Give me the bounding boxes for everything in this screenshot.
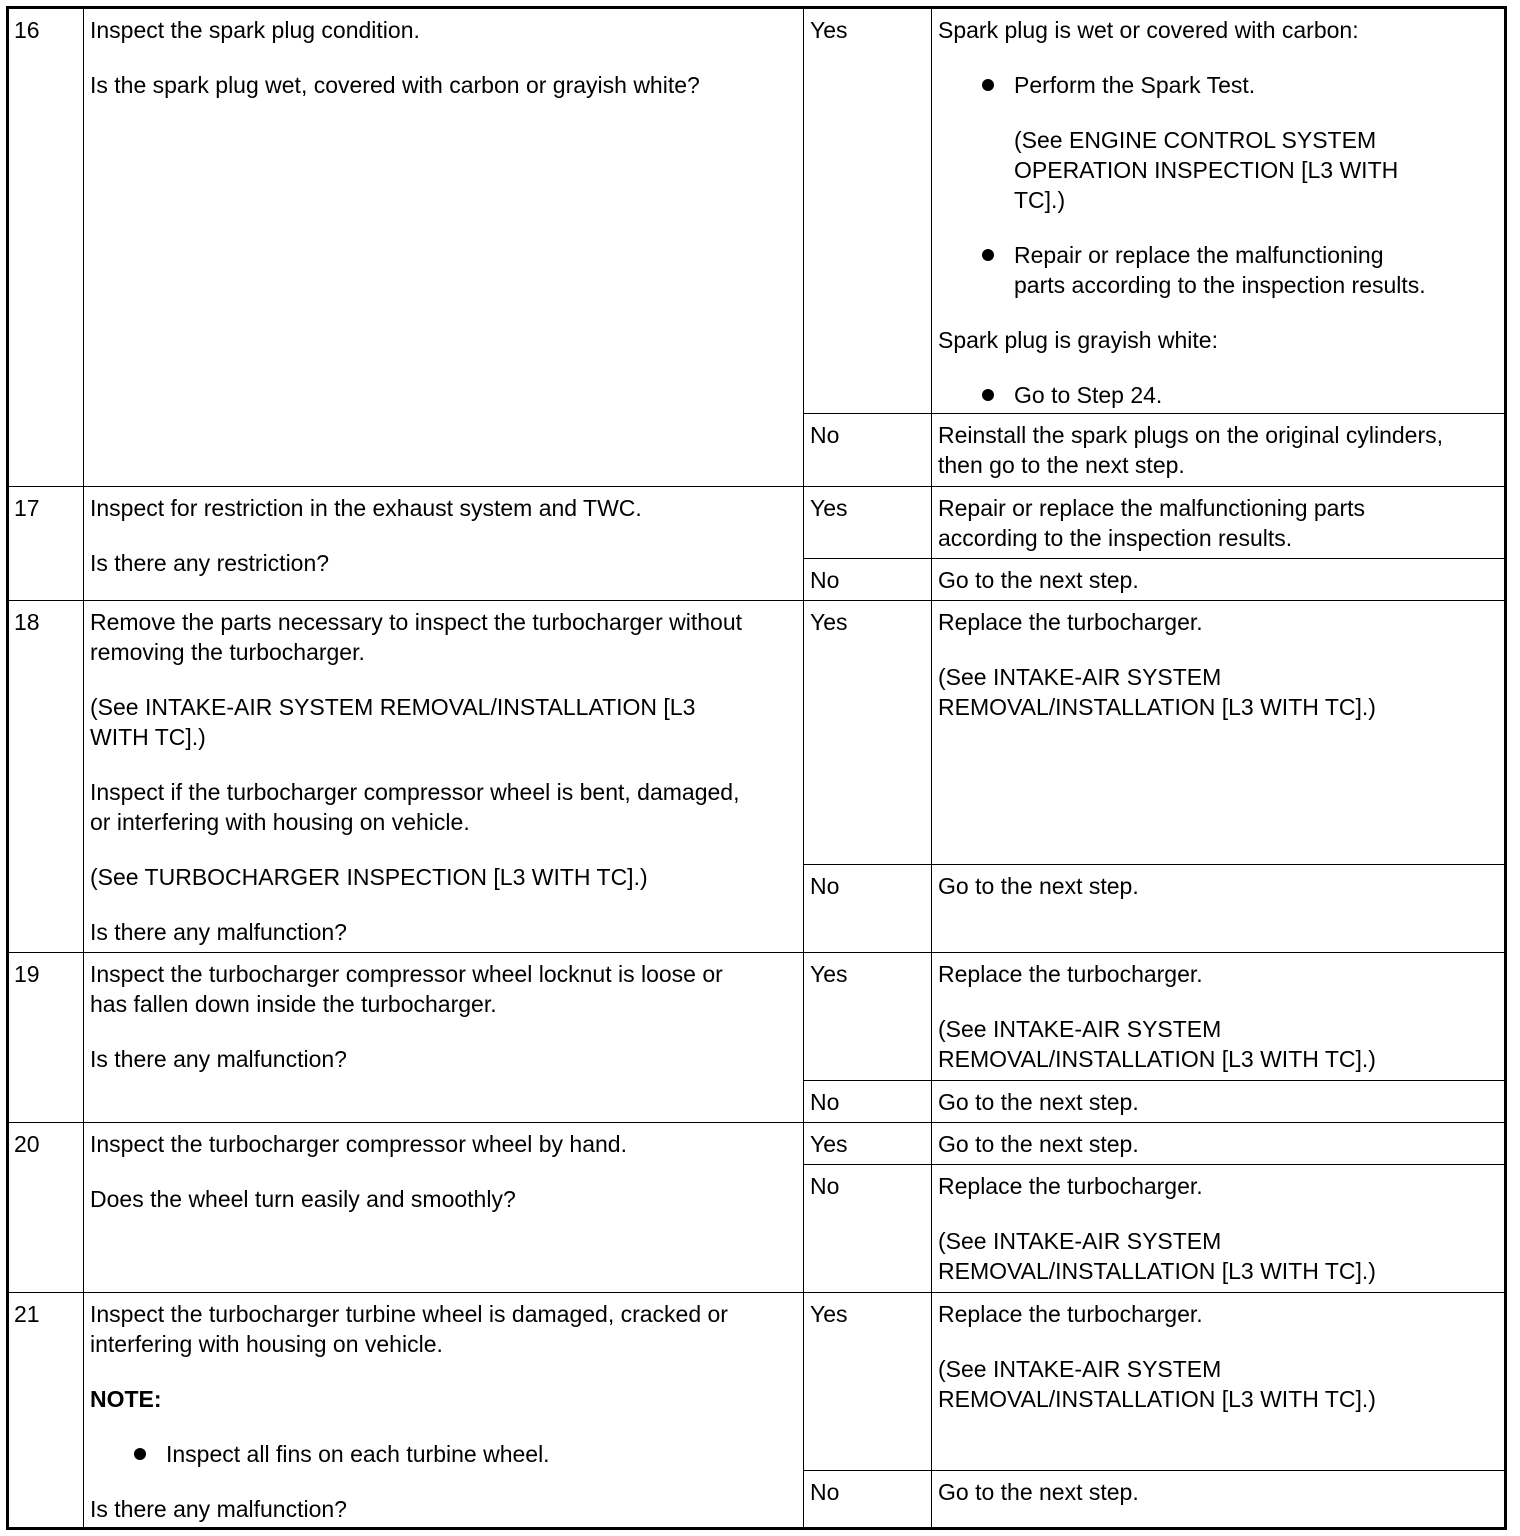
answer-yes: Yes bbox=[804, 487, 932, 559]
action-question: Is the spark plug wet, covered with carbon or grayish white? bbox=[90, 72, 700, 98]
result-text: Spark plug is grayish white: bbox=[938, 327, 1218, 353]
action-text: Inspect for restriction in the exhaust system and TWC. bbox=[90, 495, 642, 521]
answer-no: No bbox=[804, 865, 932, 953]
action-text: Inspect the turbocharger turbine wheel is damaged, cracked or interfering with housing on vehicle. bbox=[90, 1301, 728, 1357]
result-no bbox=[932, 559, 1506, 601]
result-no bbox=[932, 865, 1506, 953]
result-no bbox=[932, 1081, 1506, 1123]
result-yes bbox=[932, 1293, 1506, 1471]
result-text: Go to the next step. bbox=[938, 1131, 1139, 1157]
action-text: Inspect the turbocharger compressor wheel locknut is loose or has fallen down inside the turbocharger. bbox=[90, 961, 723, 1017]
answer-yes: Yes bbox=[804, 1123, 932, 1165]
action-text: Inspect the spark plug condition. bbox=[90, 17, 420, 43]
result-text: Repair or replace the malfunctioning parts according to the inspection results. bbox=[938, 495, 1366, 551]
step-number: 19 bbox=[8, 953, 84, 1123]
answer-no: No bbox=[804, 1081, 932, 1123]
step-number: 20 bbox=[8, 1123, 84, 1293]
troubleshooting-table bbox=[6, 6, 1507, 1530]
result-no bbox=[932, 1165, 1506, 1293]
note-label: NOTE: bbox=[90, 1386, 162, 1412]
result-text: Replace the turbocharger. bbox=[938, 1173, 1203, 1199]
step-number: 18 bbox=[8, 601, 84, 953]
step-number: 16 bbox=[8, 8, 84, 487]
step-row bbox=[8, 8, 1506, 414]
result-text: Go to the next step. bbox=[938, 567, 1139, 593]
step-row bbox=[8, 1123, 1506, 1165]
result-no bbox=[932, 414, 1506, 487]
bullet-item: Repair or replace the malfunctioning parts according to the inspection results. bbox=[938, 240, 1498, 300]
step-row bbox=[8, 601, 1506, 865]
answer-no: No bbox=[804, 414, 932, 487]
action-question: Does the wheel turn easily and smoothly? bbox=[90, 1186, 516, 1212]
answer-yes: Yes bbox=[804, 953, 932, 1081]
result-text: Reinstall the spark plugs on the original cylinders, then go to the next step. bbox=[938, 422, 1443, 478]
result-text: Go to the next step. bbox=[938, 873, 1139, 899]
action-text: Remove the parts necessary to inspect the turbocharger without removing the turbocharger. bbox=[90, 609, 743, 665]
result-text: Replace the turbocharger. bbox=[938, 1301, 1203, 1327]
reference-text: (See INTAKE-AIR SYSTEM REMOVAL/INSTALLATION [L3 WITH TC].) bbox=[90, 694, 696, 750]
step-row bbox=[8, 1293, 1506, 1471]
result-text: Go to the next step. bbox=[938, 1089, 1139, 1115]
result-text: Replace the turbocharger. bbox=[938, 609, 1203, 635]
bullet-item: Perform the Spark Test. bbox=[938, 70, 1498, 100]
step-action bbox=[84, 487, 804, 601]
result-yes bbox=[932, 487, 1506, 559]
action-question: Is there any malfunction? bbox=[90, 919, 347, 945]
answer-no: No bbox=[804, 1165, 932, 1293]
step-action bbox=[84, 953, 804, 1123]
step-action bbox=[84, 8, 804, 487]
answer-yes: Yes bbox=[804, 8, 932, 414]
step-action bbox=[84, 1293, 804, 1529]
result-text: Replace the turbocharger. bbox=[938, 961, 1203, 987]
step-row bbox=[8, 953, 1506, 1081]
result-no bbox=[932, 1471, 1506, 1529]
reference-text: (See INTAKE-AIR SYSTEM REMOVAL/INSTALLATION [L3 WITH TC].) bbox=[938, 1016, 1376, 1072]
reference-text: (See INTAKE-AIR SYSTEM REMOVAL/INSTALLATION [L3 WITH TC].) bbox=[938, 1228, 1376, 1284]
reference-text: (See INTAKE-AIR SYSTEM REMOVAL/INSTALLATION [L3 WITH TC].) bbox=[938, 664, 1376, 720]
step-action bbox=[84, 601, 804, 953]
step-number: 21 bbox=[8, 1293, 84, 1529]
result-yes bbox=[932, 1123, 1506, 1165]
answer-yes: Yes bbox=[804, 1293, 932, 1471]
reference-text: (See TURBOCHARGER INSPECTION [L3 WITH TC].) bbox=[90, 864, 648, 890]
answer-yes: Yes bbox=[804, 601, 932, 865]
result-yes bbox=[932, 8, 1506, 414]
result-text: Go to the next step. bbox=[938, 1479, 1139, 1505]
reference-text: (See ENGINE CONTROL SYSTEM OPERATION INSPECTION [L3 WITH TC].) bbox=[1014, 127, 1399, 213]
action-text: Inspect if the turbocharger compressor wheel is bent, damaged, or interfering with housing on vehicle. bbox=[90, 779, 740, 835]
step-number: 17 bbox=[8, 487, 84, 601]
action-text: Inspect the turbocharger compressor wheel by hand. bbox=[90, 1131, 627, 1157]
reference-text: (See INTAKE-AIR SYSTEM REMOVAL/INSTALLATION [L3 WITH TC].) bbox=[938, 1356, 1376, 1412]
action-question: Is there any malfunction? bbox=[90, 1046, 347, 1072]
result-yes bbox=[932, 601, 1506, 865]
result-text: Spark plug is wet or covered with carbon: bbox=[938, 17, 1359, 43]
action-question: Is there any malfunction? bbox=[90, 1496, 347, 1522]
action-question: Is there any restriction? bbox=[90, 550, 330, 576]
answer-no: No bbox=[804, 1471, 932, 1529]
answer-no: No bbox=[804, 559, 932, 601]
bullet-item: Go to Step 24. bbox=[938, 380, 1498, 410]
step-row bbox=[8, 487, 1506, 559]
note-bullet: Inspect all fins on each turbine wheel. bbox=[90, 1439, 797, 1469]
step-action bbox=[84, 1123, 804, 1293]
result-yes bbox=[932, 953, 1506, 1081]
